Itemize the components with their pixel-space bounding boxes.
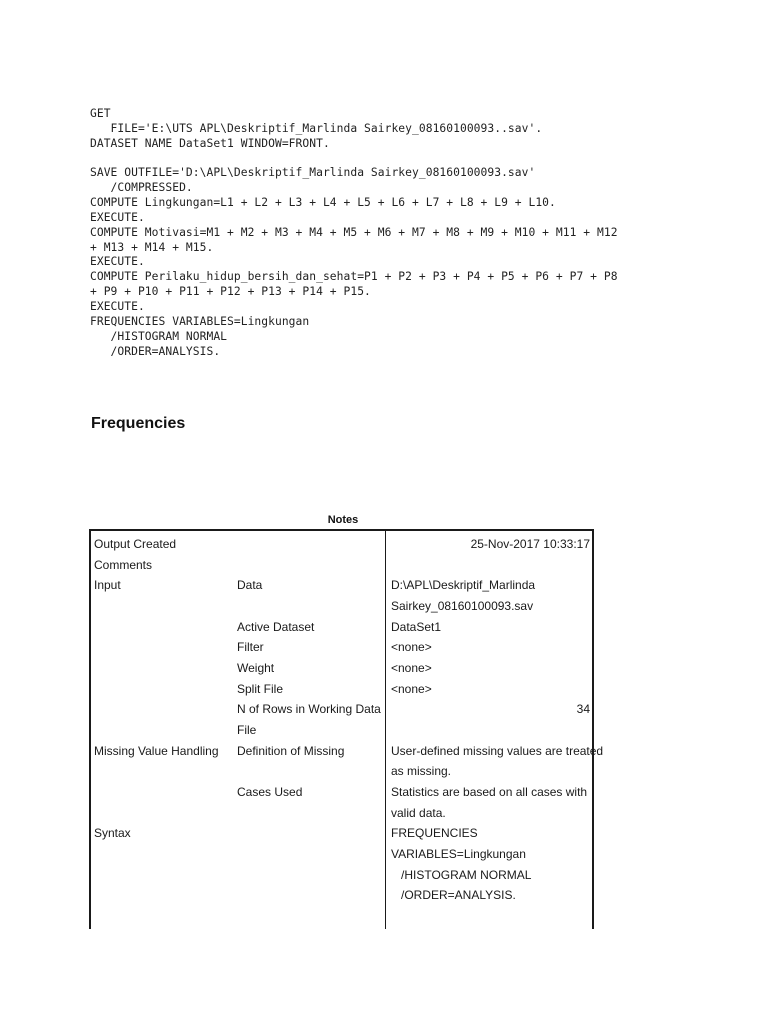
syntax-line: EXECUTE. [90,255,145,269]
syntax-line: DATASET NAME DataSet1 WINDOW=FRONT. [90,136,330,150]
section-heading: Frequencies [91,415,186,432]
split-file-label: Split File [237,682,284,696]
data-value-continued: Sairkey_08160100093.sav [391,599,534,613]
weight-label: Weight [237,661,275,675]
n-rows-label-continued: File [237,723,257,737]
syntax-line: + M13 + M14 + M15. [90,240,214,254]
syntax-line: FILE='E:\UTS APL\Deskriptif_Marlinda Sairkey_08160100093..sav'. [90,121,543,135]
syntax-line: EXECUTE. [90,299,145,313]
syntax-line: GET [90,107,111,120]
syntax-label: Syntax [94,826,131,840]
notes-table-title: Notes [327,514,359,526]
syntax-line: EXECUTE. [90,210,145,224]
n-rows-label: N of Rows in Working Data [237,702,381,716]
syntax-line: /HISTOGRAM NORMAL [90,329,228,343]
notes-column-divider [385,529,386,929]
n-rows-value: 34 [576,702,590,716]
active-dataset-label: Active Dataset [237,620,315,634]
data-value: D:\APL\Deskriptif_Marlinda [391,578,536,592]
definition-of-missing-value: User-defined missing values are treated [391,744,604,758]
comments-label: Comments [94,558,153,572]
active-dataset-value: DataSet1 [391,620,442,634]
output-created-label: Output Created [94,537,177,551]
syntax-line: COMPUTE Perilaku_hidup_bersih_dan_sehat=P1 + P2 + P3 + P4 + P5 + P6 + P7 + P8 [90,270,618,284]
syntax-value-line-4: /ORDER=ANALYSIS. [391,888,516,902]
split-file-value: <none> [391,682,432,696]
cases-used-value: Statistics are based on all cases with [391,785,588,799]
syntax-line: + P9 + P10 + P11 + P12 + P13 + P14 + P15. [90,285,371,299]
syntax-line: COMPUTE Lingkungan=L1 + L2 + L3 + L4 + L5 + L6 + L7 + L8 + L9 + L10. [90,196,556,210]
syntax-line: COMPUTE Motivasi=M1 + M2 + M3 + M4 + M5 + M6 + M7 + M8 + M9 + M10 + M11 + M12 [90,225,618,239]
definition-of-missing-value-continued: as missing. [391,764,452,778]
syntax-line: FREQUENCIES VARIABLES=Lingkungan [90,314,310,328]
syntax-line: /COMPRESSED. [90,181,193,195]
missing-value-handling-label: Missing Value Handling [94,744,219,758]
definition-of-missing-label: Definition of Missing [237,744,345,758]
syntax-line [90,152,618,167]
cases-used-label: Cases Used [237,785,303,799]
data-label: Data [237,578,263,592]
output-created-value: 25-Nov-2017 10:33:17 [470,537,590,551]
input-label: Input [94,578,121,592]
filter-value: <none> [391,640,432,654]
syntax-block [90,107,618,359]
filter-label: Filter [237,640,264,654]
syntax-line: SAVE OUTFILE='D:\APL\Deskriptif_Marlinda Sairkey_08160100093.sav' [90,166,536,180]
syntax-value: FREQUENCIES [391,826,478,840]
weight-value: <none> [391,661,432,675]
cases-used-value-continued: valid data. [391,806,446,820]
syntax-value-line-2: VARIABLES=Lingkungan [391,847,526,861]
syntax-line: /ORDER=ANALYSIS. [90,344,221,358]
syntax-value-line-3: /HISTOGRAM NORMAL [391,868,532,882]
